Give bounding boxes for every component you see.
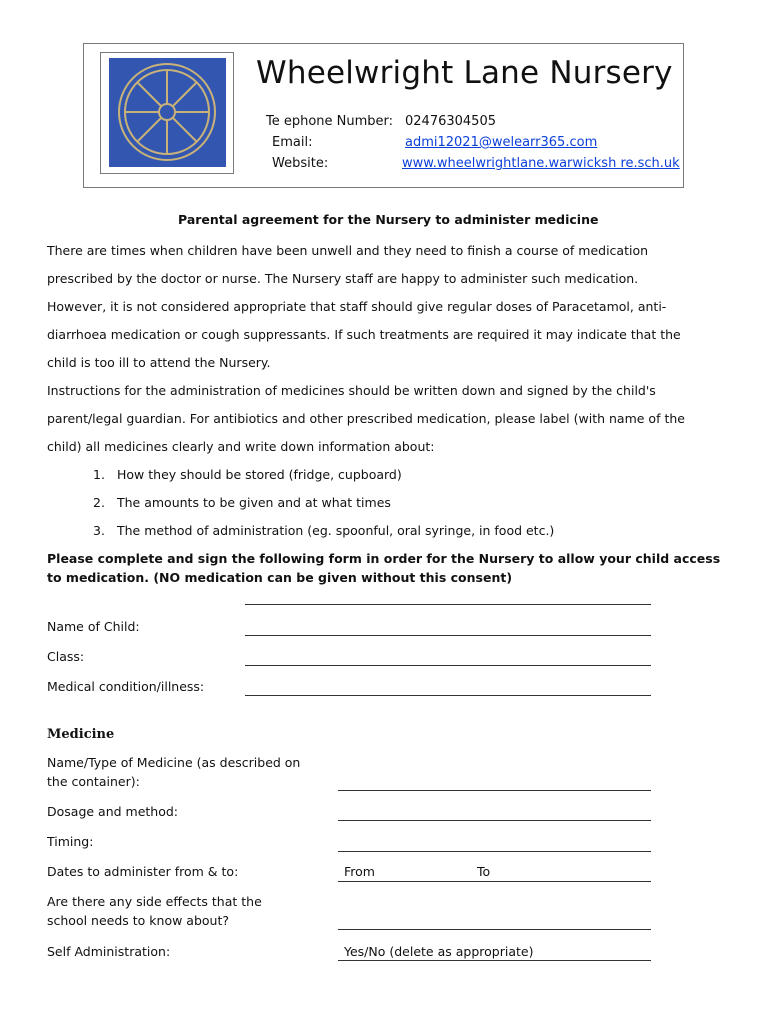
list-number: 3. — [93, 523, 105, 538]
side-effects-field[interactable] — [338, 929, 651, 930]
consent-line: to medication. (NO medication can be given without this consent) — [47, 570, 513, 585]
consent-line: Please complete and sign the following form in order for the Nursery to allow your child access — [47, 551, 721, 566]
paragraph-line: Instructions for the administration of medicines should be written down and signed by the child's — [47, 383, 656, 398]
list-item: The amounts to be given and at what times — [117, 495, 391, 510]
medical-condition-field[interactable] — [245, 695, 651, 696]
paragraph-line: diarrhoea medication or cough suppressants. If such treatments are required it may indicate that the — [47, 327, 681, 342]
timing-label: Timing: — [47, 834, 94, 849]
medicine-name-label-cont: the container): — [47, 774, 140, 789]
dosage-field[interactable] — [338, 820, 651, 821]
self-admin-value[interactable]: Yes/No (delete as appropriate) — [344, 944, 534, 959]
side-effects-label-cont: school needs to know about? — [47, 913, 230, 928]
self-admin-label: Self Administration: — [47, 944, 171, 959]
website-link[interactable]: www.wheelwrightlane.warwicksh re.sch.uk — [402, 156, 680, 171]
list-number: 2. — [93, 495, 105, 510]
paragraph-line: There are times when children have been unwell and they need to finish a course of medication — [47, 243, 649, 258]
blank-line — [245, 604, 651, 605]
paragraph-line: child is too ill to attend the Nursery. — [47, 355, 271, 370]
list-item: The method of administration (eg. spoonful, oral syringe, in food etc.) — [117, 523, 555, 538]
document-title: Parental agreement for the Nursery to administer medicine — [178, 212, 599, 227]
paragraph-line: child) all medicines clearly and write down information about: — [47, 439, 435, 454]
medical-condition-label: Medical condition/illness: — [47, 679, 205, 694]
dates-to-label: To — [477, 864, 491, 879]
telephone-value: 02476304505 — [405, 114, 496, 129]
side-effects-label: Are there any side effects that the — [47, 894, 262, 909]
timing-field[interactable] — [338, 851, 651, 852]
list-item: How they should be stored (fridge, cupboard) — [117, 467, 402, 482]
dates-field[interactable] — [338, 881, 651, 882]
medicine-heading: Medicine — [47, 727, 115, 742]
dosage-label: Dosage and method: — [47, 804, 179, 819]
name-of-child-field[interactable] — [245, 635, 651, 636]
telephone-label: Te ephone Number: — [266, 114, 394, 129]
nursery-name: Wheelwright Lane Nursery — [256, 55, 673, 91]
list-number: 1. — [93, 467, 105, 482]
wheel-logo — [109, 58, 226, 167]
class-label: Class: — [47, 649, 85, 664]
website-label: Website: — [272, 156, 329, 171]
dates-from-label: From — [344, 864, 375, 879]
self-admin-field[interactable] — [338, 960, 651, 961]
class-field[interactable] — [245, 665, 651, 666]
wheel-icon — [109, 58, 226, 167]
name-of-child-label: Name of Child: — [47, 619, 140, 634]
email-label: Email: — [272, 135, 313, 150]
dates-label: Dates to administer from & to: — [47, 864, 239, 879]
email-link[interactable]: admi12021@welearr365.com — [405, 135, 598, 150]
medicine-name-field[interactable] — [338, 790, 651, 791]
paragraph-line: parent/legal guardian. For antibiotics and other prescribed medication, please label (with name of the — [47, 411, 685, 426]
medicine-name-label: Name/Type of Medicine (as described on — [47, 755, 301, 770]
paragraph-line: prescribed by the doctor or nurse. The Nursery staff are happy to administer such medication. — [47, 271, 639, 286]
paragraph-line: However, it is not considered appropriate that staff should give regular doses of Paracetamol, anti- — [47, 299, 667, 314]
